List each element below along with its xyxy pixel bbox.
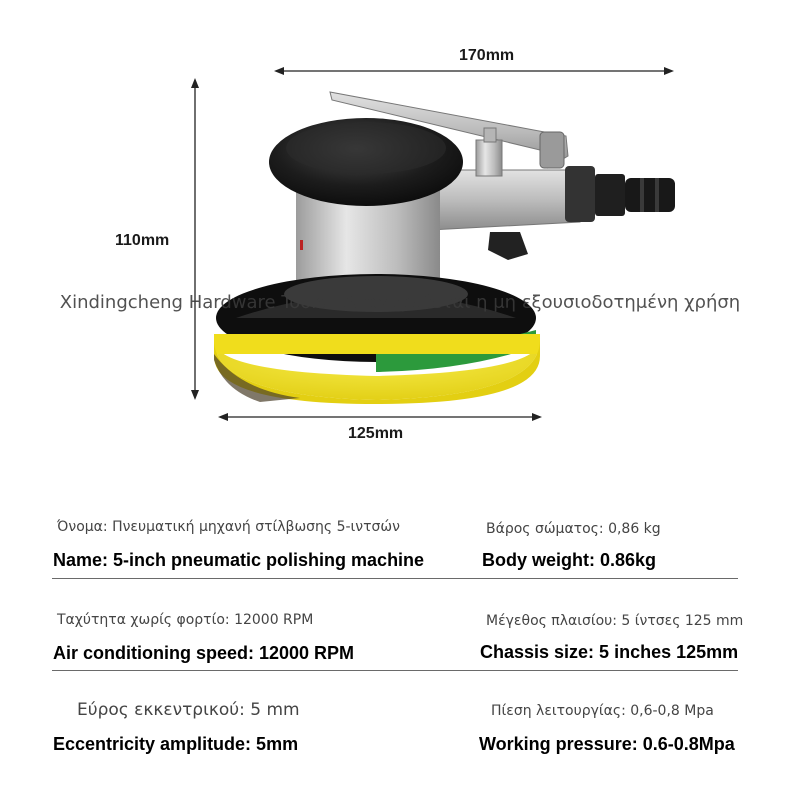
watermark-text: Xindingcheng Hardware Tools - Απαγορεύεται η μη εξουσιοδοτημένη χρήση <box>59 292 741 313</box>
spec-pressure-english: Working pressure: 0.6-0.8Mpa <box>479 734 735 754</box>
spec-weight-greek: Βάρος σώματος: 0,86 kg <box>486 521 661 537</box>
width-dimension-line <box>274 67 674 75</box>
divider-2 <box>52 670 738 671</box>
height-label: 110mm <box>115 232 170 249</box>
width-label: 170mm <box>459 47 515 64</box>
spec-name-greek: Όνομα: Πνευματική μηχανή στίλβωσης 5-ιντσών <box>57 519 400 535</box>
spec-eccentric-english: Eccentricity amplitude: 5mm <box>53 734 299 754</box>
spec-eccentric-greek: Εύρος εκκεντρικού: 5 mm <box>77 700 300 720</box>
pad-dimension-line <box>218 413 542 421</box>
spec-name-english: Name: 5-inch pneumatic polishing machine <box>53 550 425 570</box>
black-cap <box>269 118 463 206</box>
spec-chassis-greek: Μέγεθος πλαισίου: 5 ίντσες 125 mm <box>486 613 744 629</box>
spec-speed-english: Air conditioning speed: 12000 RPM <box>53 643 355 663</box>
spec-weight-english: Body weight: 0.86kg <box>482 550 657 570</box>
height-dimension-line <box>191 78 199 400</box>
divider-1 <box>52 578 738 579</box>
spec-chassis-english: Chassis size: 5 inches 125mm <box>480 642 739 662</box>
spec-speed-greek: Ταχύτητα χωρίς φορτίο: 12000 RPM <box>57 612 314 628</box>
svg-text:▬: ▬ <box>297 240 308 250</box>
spec-pressure-greek: Πίεση λειτουργίας: 0,6-0,8 Mpa <box>491 703 714 719</box>
pad-width-label: 125mm <box>348 425 404 442</box>
